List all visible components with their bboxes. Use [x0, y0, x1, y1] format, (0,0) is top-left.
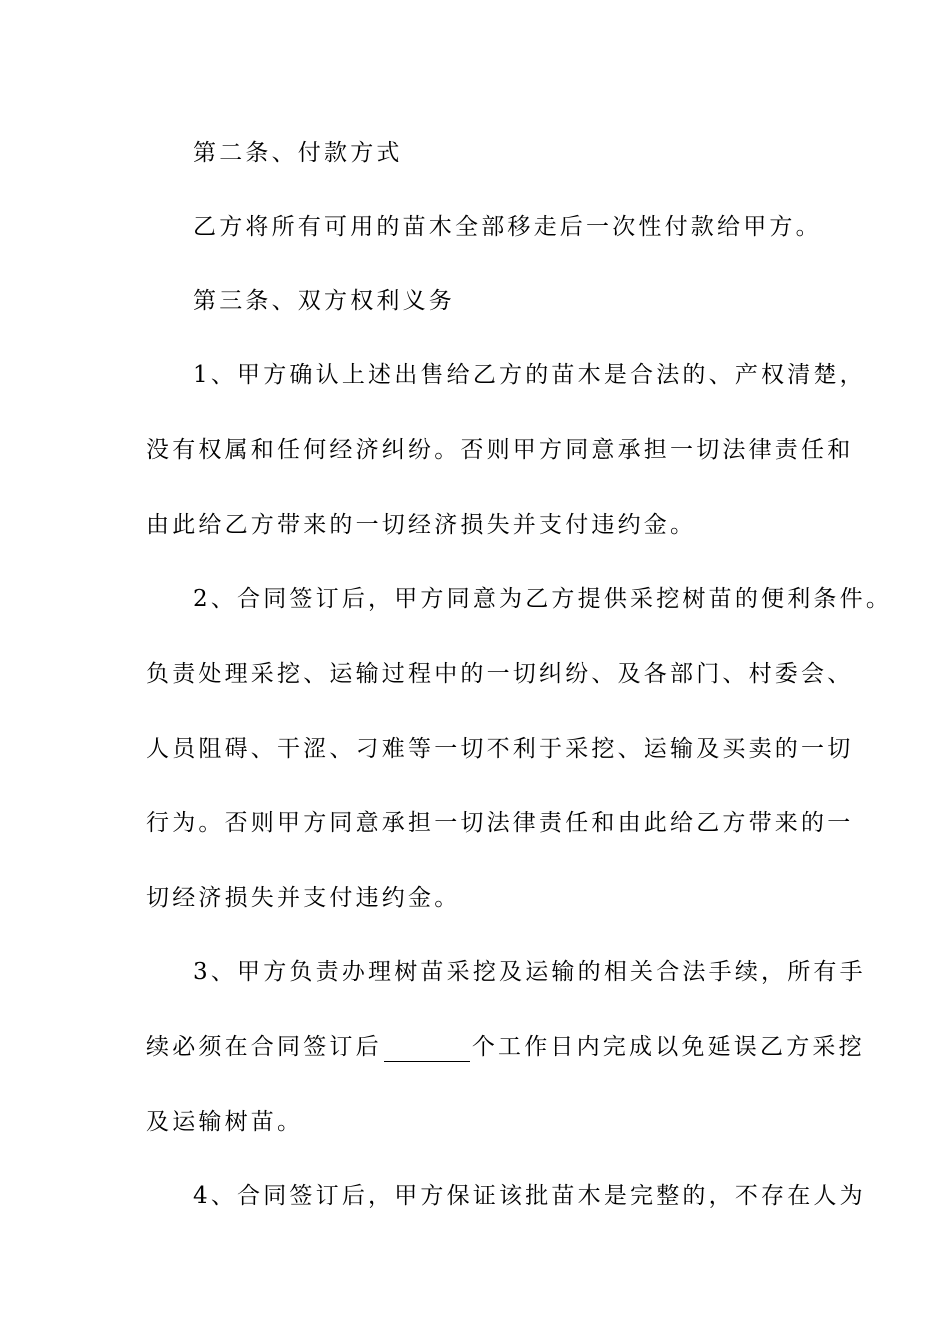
clause-2-line: 负责处理采挖、运输过程中的一切纠纷、及各部门、村委会、 [146, 661, 854, 687]
clause-2-line: 2、合同签订后，甲方同意为乙方提供采挖树苗的便利条件。 [193, 586, 893, 612]
section-heading-rights: 第三条、双方权利义务 [193, 288, 455, 314]
clause-3-line: 3、甲方负责办理树苗采挖及运输的相关合法手续，所有手 [193, 959, 866, 985]
clause-2-line: 人员阻碍、干涩、刁难等一切不利于采挖、运输及买卖的一切 [146, 736, 854, 762]
days-blank-field[interactable] [384, 1035, 470, 1062]
clause-2-line: 行为。否则甲方同意承担一切法律责任和由此给乙方带来的一 [146, 810, 854, 836]
clause-3-line-with-blank [146, 1032, 865, 1062]
clause-4-line: 4、合同签订后，甲方保证该批苗木是完整的，不存在人为 [193, 1183, 866, 1209]
clause-1-line: 1、甲方确认上述出售给乙方的苗木是合法的、产权清楚， [193, 362, 866, 388]
clause-1-line: 没有权属和任何经济纠纷。否则甲方同意承担一切法律责任和 [146, 437, 854, 463]
clause-1-line: 由此给乙方带来的一切经济损失并支付违约金。 [146, 512, 697, 538]
section-heading-payment: 第二条、付款方式 [193, 140, 403, 166]
clause-3-text-before-blank: 续必须在合同签订后 [146, 1034, 382, 1060]
clause-2-line: 切经济损失并支付违约金。 [146, 885, 461, 911]
paragraph-line: 乙方将所有可用的苗木全部移走后一次性付款给甲方。 [193, 214, 822, 240]
clause-3-text-after-blank: 个工作日内完成以免延误乙方采挖 [471, 1034, 865, 1060]
clause-3-line: 及运输树苗。 [146, 1109, 304, 1135]
